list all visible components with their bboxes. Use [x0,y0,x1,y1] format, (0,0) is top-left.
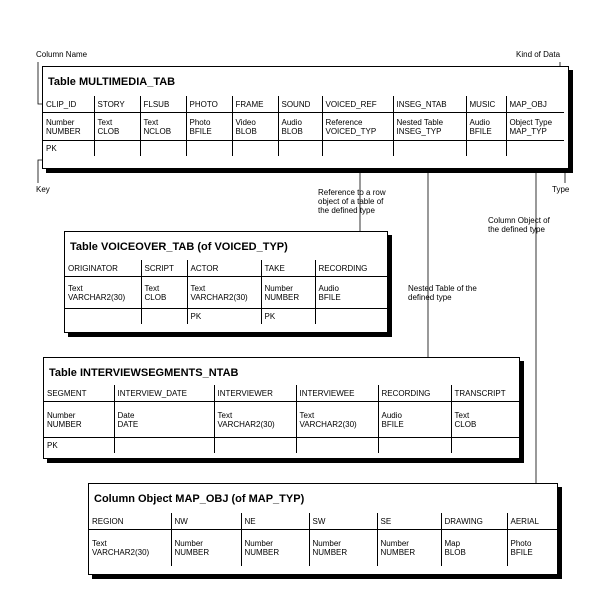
type-text: Number [47,410,76,420]
type-text: DATE [117,419,139,429]
column-type-cell [506,113,564,141]
type-text: Text [92,538,107,548]
column-header: ORIGINATOR [65,260,141,277]
column-type-cell [296,402,378,438]
type-text: BFILE [189,126,212,136]
column-type-cell [261,277,315,309]
type-text: Reference [325,117,363,127]
column-type-cell [94,113,140,141]
column-header: SCRIPT [141,260,187,277]
column-type-cell [322,113,393,141]
type-text: BLOB [281,126,303,136]
key-cell [322,141,393,157]
voiceover-grid [65,260,387,324]
voiceover-table [64,231,388,333]
column-object-note: Column Object of the defined type [488,216,550,234]
key-cell [141,309,187,325]
column-type-cell [466,113,506,141]
key-cell [296,438,378,454]
map-obj-grid [89,513,557,566]
key-cell [393,141,466,157]
type-text: BFILE [318,292,341,302]
column-header: MAP_OBJ [506,96,564,113]
column-header: SW [309,513,377,530]
column-header: SEGMENT [44,385,114,402]
column-type-cell [214,402,296,438]
type-text: Photo [510,538,532,548]
type-text: NUMBER [264,292,300,302]
key-cell [65,309,141,325]
type-text: Text [68,283,83,293]
column-type-cell [441,530,507,566]
type-text: Number [174,538,203,548]
type-text: VOICED_TYP [325,126,377,136]
type-text: Audio [281,117,302,127]
column-header: FLSUB [140,96,186,113]
type-text: MAP_TYP [509,126,547,136]
type-text: VARCHAR2(30) [299,419,357,429]
key-cell [315,309,387,325]
column-header: SE [377,513,441,530]
type-text: NUMBER [46,126,81,136]
multimedia-table-title: Table MULTIMEDIA_TAB [48,76,176,88]
type-text: NUMBER [244,547,280,557]
column-header: FRAME [232,96,278,113]
column-type-cell [43,113,94,141]
type-text: BFILE [510,547,533,557]
multimedia-table [42,66,569,169]
column-header: NE [241,513,309,530]
key-cell [506,141,564,157]
type-text: INSEG_TYP [396,126,442,136]
key-cell [466,141,506,157]
column-type-cell [393,113,466,141]
column-header: DRAWING [441,513,507,530]
type-text: NUMBER [174,547,210,557]
column-header: REGION [89,513,171,530]
interviewsegments-grid [44,385,519,453]
type-text: Audio [381,410,402,420]
type-text: Audio [469,117,490,127]
type-text: VARCHAR2(30) [217,419,275,429]
type-text: Nested Table [396,117,444,127]
column-header: AERIAL [507,513,557,530]
column-header: NW [171,513,241,530]
column-type-cell [377,530,441,566]
key-cell [94,141,140,157]
column-header: INTERVIEWEE [296,385,378,402]
type-text: BFILE [469,126,492,136]
key-cell: PK [187,309,261,325]
column-name-label: Column Name [36,50,88,59]
column-type-cell [89,530,171,566]
type-text: Audio [318,283,339,293]
column-header: ACTOR [187,260,261,277]
key-label: Key [36,185,50,194]
type-text: Date [117,410,135,420]
key-cell [451,438,519,454]
key-cell [140,141,186,157]
key-cell [114,438,214,454]
interviewsegments-table-title: Table INTERVIEWSEGMENTS_NTAB [49,367,239,379]
column-type-cell [378,402,451,438]
type-text: NUMBER [47,419,82,429]
column-header: INTERVIEWER [214,385,296,402]
column-header: PHOTO [186,96,232,113]
type-text: NUMBER [312,547,348,557]
column-header: VOICED_REF [322,96,393,113]
column-type-cell [187,277,261,309]
column-type-cell [140,113,186,141]
key-cell [278,141,322,157]
type-text: VARCHAR2(30) [92,547,150,557]
type-text: CLOB [454,419,477,429]
column-header: TAKE [261,260,315,277]
column-header: SOUND [278,96,322,113]
map-obj-title: Column Object MAP_OBJ (of MAP_TYP) [94,493,305,505]
key-cell: PK [261,309,315,325]
column-type-cell [451,402,519,438]
column-type-cell [141,277,187,309]
column-header: CLIP_ID [43,96,94,113]
type-text: Map [444,538,461,548]
column-header: RECORDING [315,260,387,277]
type-text: CLOB [97,126,120,136]
type-text: Number [312,538,341,548]
type-text: Text [454,410,470,420]
column-type-cell [65,277,141,309]
type-text: Photo [189,117,211,127]
column-type-cell [241,530,309,566]
type-text: BLOB [235,126,257,136]
interviewsegments-table [43,357,520,459]
type-text: BFILE [381,419,404,429]
column-type-cell [114,402,214,438]
multimedia-grid [43,96,564,156]
key-cell [232,141,278,157]
column-type-cell [44,402,114,438]
type-text: VARCHAR2(30) [68,292,126,302]
column-header: INSEG_NTAB [393,96,466,113]
column-type-cell [278,113,322,141]
type-text: Text [217,410,233,420]
column-header: STORY [94,96,140,113]
column-type-cell [507,530,557,566]
type-text: Object Type [509,117,553,127]
column-type-cell [315,277,387,309]
key-cell: PK [47,441,58,450]
column-type-cell [171,530,241,566]
map-obj-column-object [88,483,558,575]
type-text: Text [144,283,160,293]
column-header: MUSIC [466,96,506,113]
column-type-cell [309,530,377,566]
type-text: BLOB [444,547,466,557]
type-text: Text [97,117,113,127]
key-cell [186,141,232,157]
type-text: Number [244,538,273,548]
type-label: Type [552,185,570,194]
key-cell [378,438,451,454]
type-text: CLOB [144,292,167,302]
kind-of-data-label: Kind of Data [516,50,561,59]
column-type-cell [186,113,232,141]
reference-note: Reference to a row object of a table of the defined type [318,188,386,215]
key-cell: PK [46,144,57,153]
column-header: RECORDING [378,385,451,402]
type-text: Video [235,117,256,127]
type-text: Number [46,117,75,127]
type-text: NUMBER [380,547,416,557]
type-text: Number [264,283,293,293]
key-cell [214,438,296,454]
voiceover-table-title: Table VOICEOVER_TAB (of VOICED_TYP) [70,241,288,253]
column-header: INTERVIEW_DATE [114,385,214,402]
type-text: Text [143,117,159,127]
nested-table-note: Nested Table of the defined type [408,284,477,302]
type-text: Text [190,283,206,293]
type-text: NCLOB [143,126,172,136]
column-header: TRANSCRIPT [451,385,519,402]
type-text: VARCHAR2(30) [190,292,248,302]
column-type-cell [232,113,278,141]
type-text: Text [299,410,315,420]
type-text: Number [380,538,409,548]
